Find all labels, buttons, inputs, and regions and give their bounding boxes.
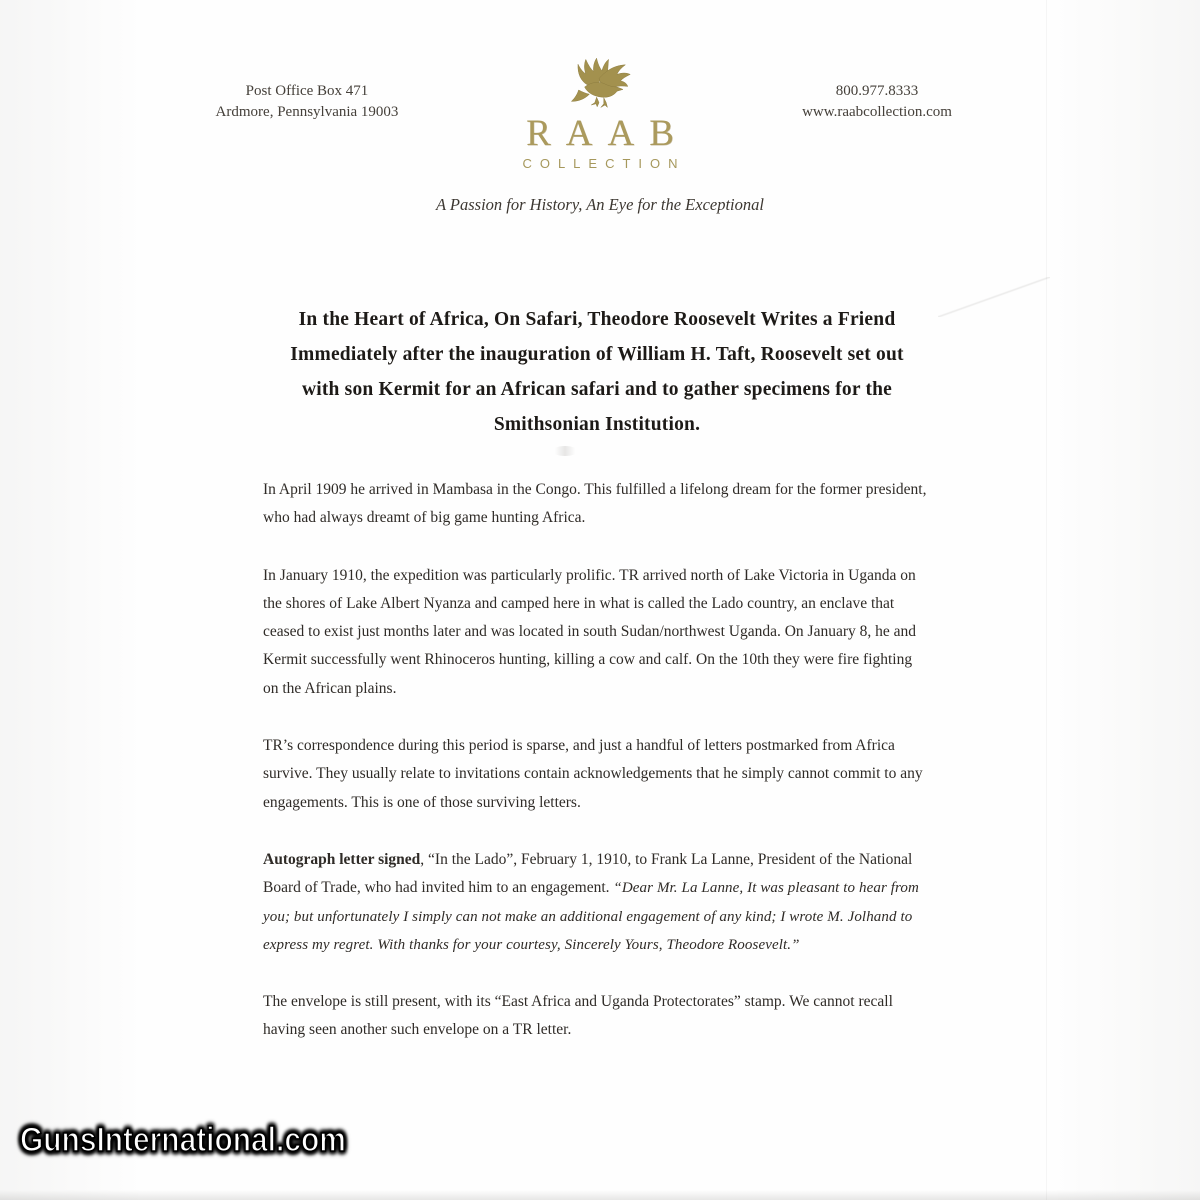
- paragraph-correspondence: TR’s correspondence during this period is sparse, and just a handful of letters postmarked from Africa survive. They usually relate to invitations contain acknowledgements that he simply cannot commit to any engagements. This is one of those surviving letters.: [263, 737, 923, 811]
- title-line-4: Smithsonian Institution.: [493, 414, 701, 435]
- document-title: [263, 302, 931, 442]
- watermark: GunsInternational.com: [20, 1121, 346, 1159]
- autograph-quote: “Dear Mr. La Lanne, It was pleasant to hear from you; but unfortunately I simply can not make an additional engagement of any kind; I wrote M. Jolhand to express my regret. With thanks for your courtesy, Sincerely Yours, Theodore Roosevelt.”: [263, 880, 919, 953]
- crease-mark: [938, 277, 1050, 317]
- title-line-1: In the Heart of Africa, On Safari, Theodore Roosevelt Writes a Friend: [298, 309, 896, 330]
- tagline: A Passion for History, An Eye for the Exceptional: [436, 195, 764, 214]
- address-line-2: Ardmore, Pennsylvania 19003: [215, 104, 399, 120]
- eagle-icon: [563, 56, 635, 118]
- title-line-3: with son Kermit for an African safari and to gather specimens for the: [301, 379, 893, 400]
- phone-number: 800.977.8333: [835, 83, 919, 99]
- paragraph-autograph: [263, 846, 931, 959]
- scan-edge-line: [1046, 0, 1047, 1200]
- title-line-2: Immediately after the inauguration of William H. Taft, Roosevelt set out: [290, 344, 904, 365]
- website-url: www.raabcollection.com: [802, 104, 952, 120]
- autograph-bold-lead: Autograph letter signed: [263, 850, 421, 868]
- autograph-description: , “In the Lado”, February 1, 1910, to Frank La Lanne, President of the National Board of Trade, who had invited him to an engagement.: [263, 850, 913, 897]
- address-line-1: Post Office Box 471: [245, 83, 369, 99]
- brand-subtitle: COLLECTION: [522, 156, 686, 171]
- paragraph-intro: In April 1909 he arrived in Mambasa in the Congo. This fulfilled a lifelong dream for the former president, who had always dreamt of big game hunting Africa.: [263, 481, 927, 527]
- paragraph-expedition: In January 1910, the expedition was particularly prolific. TR arrived north of Lake Victoria in Uganda on the shores of Lake Albert Nyanza and camped here in what is called the Lado country, an enclave that ceased to exist just months later and was located in south Sudan/northwest Uganda. On January 8, he and Kermit successfully went Rhinoceros hunting, killing a cow and calf. On the 10th they were fire fighting on the African plains.: [263, 566, 917, 697]
- brand-name: RAAB: [526, 113, 689, 154]
- paragraph-envelope: The envelope is still present, with its “East Africa and Uganda Protectorates” stamp. We cannot recall having seen another such envelope on a TR letter.: [263, 993, 893, 1039]
- document-body: [263, 302, 931, 1074]
